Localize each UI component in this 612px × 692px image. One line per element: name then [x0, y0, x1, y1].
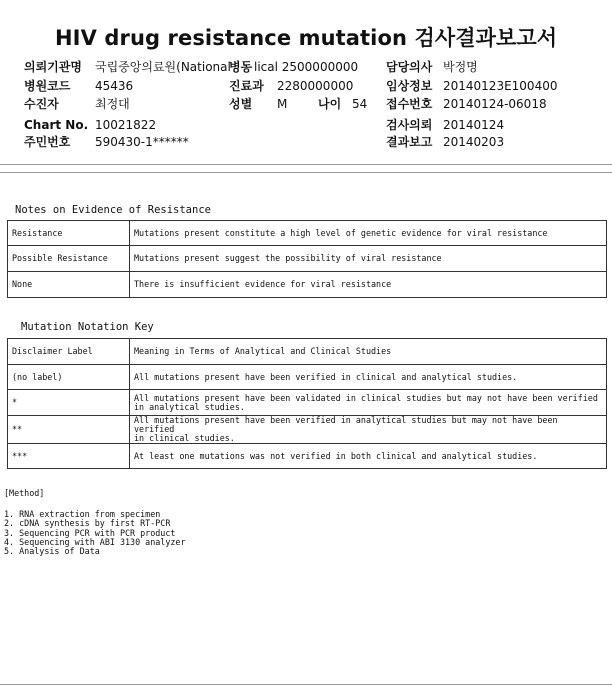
footer-divider [0, 684, 612, 685]
chart-value: 10021822 [95, 118, 157, 132]
key-meaning-line: At least one mutations was not verified in both clinical and analytical studies. [134, 450, 538, 461]
test-request-label: 검사의뢰 [386, 118, 433, 132]
table-row [8, 416, 607, 444]
hospital-code-value: 45436 [95, 79, 134, 93]
key-meaning [130, 365, 607, 390]
notes-desc: Mutations present constitute a high level of genetic evidence for viral resistance [130, 221, 607, 246]
key-label: *** [8, 444, 130, 469]
receipt-label: 접수번호 [386, 97, 433, 111]
institution-label: 의뢰기관명 [24, 60, 82, 74]
clinical-info-label: 임상정보 [386, 79, 433, 93]
notes-term: Possible Resistance [8, 246, 130, 272]
key-header-meaning: Meaning in Terms of Analytical and Clinical Studies [130, 339, 607, 365]
doctor-label: 담당의사 [386, 60, 433, 74]
table-row [8, 339, 607, 365]
key-meaning-line: All mutations present have been verified in analytical studies but may not have been verified [134, 415, 558, 434]
method-heading: [Method] [4, 488, 45, 498]
test-request-value: 20140124 [443, 118, 505, 132]
list-item: 2. cDNA synthesis by first RT-PCR [4, 518, 171, 529]
table-row [8, 444, 607, 469]
table-row [8, 365, 607, 390]
key-meaning-line: in clinical studies. [134, 433, 235, 443]
chart-label: Chart No. [24, 118, 89, 132]
clinical-info-value: 20140123E100400 [443, 79, 558, 93]
notes-term: None [8, 272, 130, 298]
department-label: 진료과 [229, 79, 264, 93]
notes-term: Resistance [8, 221, 130, 246]
method-steps [4, 510, 186, 556]
notes-desc: Mutations present suggest the possibility of viral resistance [130, 246, 607, 272]
list-item: 3. Sequencing PCR with PCR product [4, 527, 176, 538]
age-label: 나이 [318, 97, 342, 111]
resident-label: 주민번호 [24, 135, 71, 149]
patient-label: 수진자 [24, 97, 59, 111]
institution-value: 국립중앙의료원(National [95, 60, 231, 74]
key-header-label: Disclaimer Label [8, 339, 130, 365]
key-meaning-line: in analytical studies. [134, 401, 245, 412]
receipt-value: 20140124-06018 [443, 97, 547, 111]
table-row [8, 221, 607, 246]
list-item: 5. Analysis of Data [4, 546, 100, 557]
key-table [7, 338, 607, 469]
department-value: 2280000000 [277, 79, 354, 93]
key-meaning [130, 416, 607, 444]
report-date-value: 20140203 [443, 135, 505, 149]
key-meaning-line: All mutations present have been validated in clinical studies but may not have been verified [134, 392, 598, 403]
header-divider-bottom [0, 172, 612, 173]
table-row [8, 390, 607, 416]
key-label: (no label) [8, 365, 130, 390]
key-label: ** [8, 416, 130, 444]
table-row [8, 272, 607, 298]
patient-value: 최정대 [95, 97, 130, 111]
ward-label: 병동 [229, 60, 253, 74]
key-meaning [130, 390, 607, 416]
key-meaning-line: All mutations present have been verified in clinical and analytical studies. [134, 371, 518, 382]
header-divider-top [0, 164, 612, 165]
notes-heading: Notes on Evidence of Resistance [15, 204, 211, 216]
sex-label: 성별 [229, 97, 253, 111]
list-item: 1. RNA extraction from specimen [4, 509, 161, 519]
age-value: 54 [352, 97, 368, 111]
key-heading: Mutation Notation Key [21, 321, 154, 333]
doctor-value: 박정명 [443, 60, 478, 74]
resident-value: 590430-1****** [95, 135, 189, 149]
report-title: HIV drug resistance mutation 검사결과보고서 [55, 26, 558, 50]
table-row [8, 246, 607, 272]
list-item: 4. Sequencing with ABI 3130 analyzer [4, 536, 186, 547]
notes-desc: There is insufficient evidence for viral resistance [130, 272, 607, 298]
sex-value: M [277, 97, 288, 111]
hospital-code-label: 병원코드 [24, 79, 71, 93]
key-meaning [130, 444, 607, 469]
ward-value: lical 2500000000 [254, 60, 359, 74]
report-date-label: 결과보고 [386, 135, 433, 149]
key-label: * [8, 390, 130, 416]
notes-table [7, 220, 607, 298]
